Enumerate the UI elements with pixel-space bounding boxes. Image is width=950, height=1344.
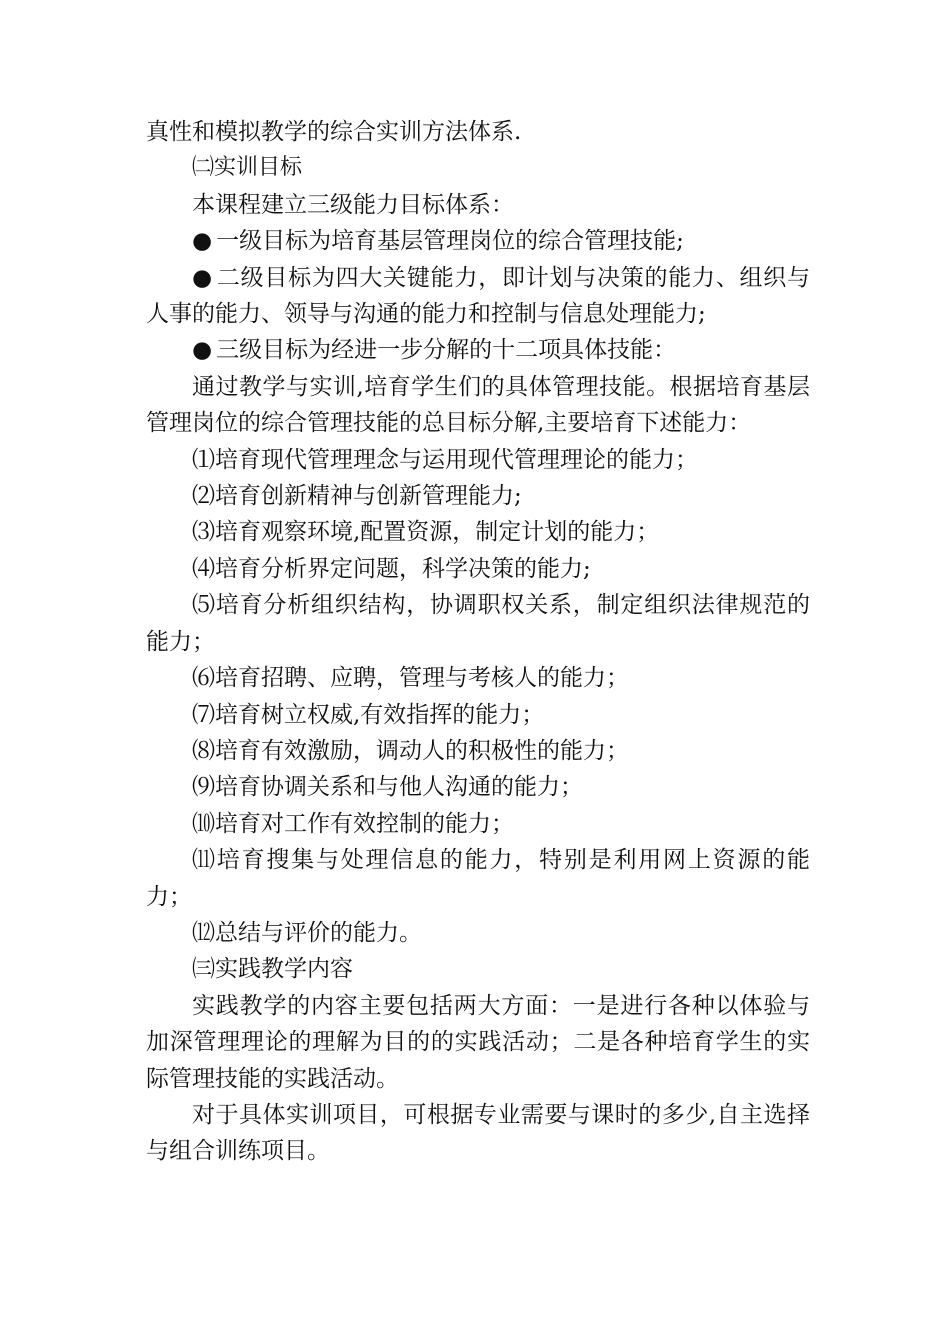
paragraph: 本课程建立三级能力目标体系： — [192, 191, 514, 218]
list-item: ⑹培育招聘、应聘，管理与考核人的能力； — [192, 665, 629, 692]
bullet-icon: ● — [192, 228, 213, 255]
list-item: ⑺培育树立权威,有效指挥的能力； — [192, 701, 545, 728]
document-body — [146, 114, 810, 1170]
list-item: ⑴培育现代管理理念与运用现代管理理论的能力； — [192, 446, 698, 473]
paragraph: 对于具体实训项目，可根据专业需要与课时的多少,自主选择与组合训练项目。 — [146, 1101, 810, 1165]
paragraph: 通过教学与实训,培育学生们的具体管理技能。根据培育基层管理岗位的综合管理技能的总目标分解,主要培育下述能力： — [146, 373, 810, 437]
list-item: ⑿总结与评价的能力。 — [192, 919, 422, 946]
paragraph: 实践教学的内容主要包括两大方面：一是进行各种以体验与加深管理理论的理解为目的的实践活动；二是各种培育学生的实际管理技能的实践活动。 — [146, 992, 810, 1092]
list-item: ⑽培育对工作有效控制的能力； — [192, 810, 514, 837]
bullet-icon: ● — [192, 337, 213, 364]
list-item: ⑵培育创新精神与创新管理能力; — [192, 483, 522, 510]
bullet-item — [146, 223, 810, 259]
bullet-text: 二级目标为四大关键能力，即计划与决策的能力、组织与人事的能力、领导与沟通的能力和控制与信息处理能力; — [146, 264, 810, 328]
list-item: ⑻培育有效激励，调动人的积极性的能力； — [192, 737, 629, 764]
list-item: ⑾培育搜集与处理信息的能力，特别是利用网上资源的能力； — [146, 847, 810, 910]
list-item: ⑸培育分析组织结构，协调职权关系，制定组织法律规范的能力； — [146, 592, 810, 655]
list-item: ⑷培育分析界定问题，科学决策的能力; — [192, 555, 591, 582]
list-item: ⑼培育协调关系和与他人沟通的能力； — [192, 774, 583, 801]
bullet-icon: ● — [192, 264, 213, 291]
section-heading-training-goals: ㈡实训目标 — [192, 155, 303, 181]
bullet-text: 三级目标为经进一步分解的十二项具体技能： — [216, 337, 677, 364]
paragraph-continuation: 真性和模拟教学的综合实训方法体系. — [146, 119, 522, 145]
bullet-item — [146, 332, 810, 368]
list-item: ⑶培育观察环境,配置资源，制定计划的能力； — [192, 519, 660, 546]
section-heading-practice-content: ㈢实践教学内容 — [192, 956, 353, 983]
bullet-text: 一级目标为培育基层管理岗位的综合管理技能; — [216, 228, 684, 255]
bullet-item — [146, 260, 810, 333]
